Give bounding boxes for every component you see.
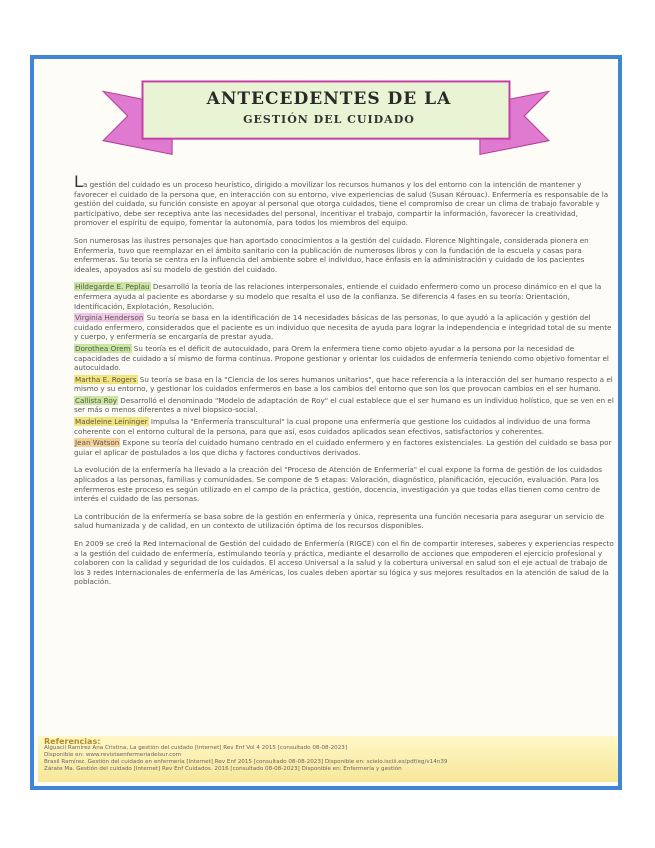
- intro-paragraph: La gestión del cuidado es un proceso heurístico, dirigido a movilizar los recursos humanos y los del entorno con la intención de mantener y favorecer el cuidado de la persona que, en interacción con su entorno, vive experiencias de salud (Susan Kérouac). Enfermería es responsable de la gestión del cuidado, su función consiste en apoyar al personal que otorga cuidados, tiene el compromiso de crear un clima de trabajo favorable y participativo, debe ser receptiva ante las necesidades del personal, incentivar el trabajo, compartir la información, favorecer la creatividad, promover el espíritu de equipo, fomentar la autonomía, para todos los miembros del equipo.: [74, 172, 609, 228]
- theorist-name: Martha E. Rogers: [75, 374, 137, 384]
- reference-item: Brasil Ramírez. Gestión del cuidado en enfermería [Internet] Rev Enf 2015 [consultado 08-08-2023] Disponible en: scielo.isciii.es/pdf/eg/v14n39: [44, 759, 448, 765]
- nightingale-paragraph: Son numerosas las ilustres personajes que han aportado conocimientos a la gestión del cuidado. Florence Nightingale, considerada pionera en Enfermería, tuvo que reemplazar en el ámbito sanitario con la publicación de numerosos libros y con la fundación de la escuela y casas para enfermeras. Su teoría se centra en la influencia del ambiente sobre el individuo, hace énfasis en la administración y cuidado de los pacientes ideales, apoyados así su modelo de gestión del cuidado.: [74, 235, 589, 274]
- theorist-name: Hildegarde E. Peplau: [75, 282, 150, 292]
- page-subtitle: GESTIÓN DEL CUIDADO: [243, 113, 415, 126]
- theorist-name: Callista Roy: [75, 395, 117, 405]
- contribution-paragraph: La contribución de la enfermería se basa sobre de la gestión en enfermería y única, representa una función necesaria para asegurar un servicio de salud humanizada y de calidad, en un contexto de utilización óptima de los recursos disponibles.: [74, 511, 605, 531]
- theorist-text: Desarrolló la teoría de las relaciones interpersonales, entiende el cuidado enfermero como un proceso dinámico en el que la enfermera ayuda al paciente es abordarse y su modelo que resalta el uso de la confianza. Se diferencia 4 fases en su teoría: Orientación, Identificación, Explotación, Resolución.: [74, 282, 602, 311]
- theorist-name: Dorothea Orem: [75, 343, 131, 353]
- theorist-text: Su teoría se basa en la "Ciencia de los seres humanos unitarios", que hace referencia a la interacción del ser humano respecto a el mismo y su entorno, y gestionar los cuidados enfermeros en base a los cambios del entorno que son los que provocan cambios en el ser humano.: [74, 374, 613, 394]
- theorist-item: [74, 344, 614, 373]
- pae-paragraph: La evolución de la enfermería ha llevado a la creación del "Proceso de Atención de Enfermería" el cual expone la forma de gestión de los cuidados aplicados a las personas, familias y comunidades. Se compone de 5 etapas: Valoración, diagnóstico, planificación, ejecución, evaluación. Para los enfermeros este proceso es según utilizado en el campo de la práctica, gestión, docencia, investigación ya que todas ellas tienen como centro de interés el cuidado de las personas.: [74, 465, 603, 504]
- reference-item: Disponible en: www.revistaenfermeriadelsur.com: [44, 752, 182, 758]
- rigce-paragraph: En 2009 se creó la Red Internacional de Gestión del cuidado de Enfermería (RIGCE) con el fin de compartir intereses, saberes y experiencias respecto a la gestión del cuidado de enfermería, estimulando teoría y práctica, mediante el desarrollo de acciones que empoderen el ejercicio profesional y colaboren con la calidad y seguridad de los cuidados. El acceso Universal a la salud y la cobertura universal en salud son el eje actual de trabajo de los 3 redes Internacionales de enfermería de las Américas, los cuales deben aportar su lógica y sus mejores resultados en la atención de salud de la población.: [74, 539, 614, 587]
- theorist-text: Su teoría se basa en la identificación de 14 necesidades básicas de las personas, lo que ayudó a la aplicación y gestión del cuidado enfermero, considerados que el paciente es un individuo que necesita de ayuda para lograr la independencia e integridad total de su mente y cuerpo, y enfermería se encargaría de prestar ayuda.: [74, 313, 612, 342]
- theorist-text: Expone su teoría del cuidado humano centrado en el cuidado enfermero y en factores existenciales. La gestión del cuidado se basa por guiar el aplicar de postulados a los que dicha y factores conductivos derivados.: [74, 438, 612, 457]
- reference-item: Alguacil Ramírez Ana Cristina, La gestión del cuidado [Internet] Rev Enf Vol 4 2015 [consultado 08-08-2023]: [44, 745, 348, 751]
- theorist-item: [74, 375, 614, 394]
- theorist-item: [74, 313, 614, 342]
- theorist-item: [74, 417, 614, 436]
- main-content: [74, 172, 614, 595]
- theorist-item: [74, 438, 614, 457]
- theorist-name: Virginia Henderson: [75, 313, 144, 323]
- theorist-item: [74, 282, 614, 311]
- reference-item: Zárate Ma. Gestión del cuidado [Internet] Rev Enf Cuidados. 2016 [consultado 08-08-2023] Disponible en: Enfermería y gestión: [44, 766, 402, 772]
- theorist-name: Jean Watson: [75, 438, 120, 448]
- theorist-text: Su teoría es el déficit de autocuidado, para Orem la enfermera tiene como objeto ayudar a la persona por la necesidad de capacidades de cuidado a sí mismo de forma continua. Propone gestionar y orientar los cuidados de enfermería teniendo como objetivo fomentar el autocuidado.: [74, 343, 609, 373]
- references-section: [38, 736, 618, 782]
- theorist-text: Impulsa la "Enfermería transcultural" la cual propone una enfermería que gestione los cuidados al individuo de una forma coherente con el entorno cultural de la persona, para que así, esos cuidados aplicados sean efectivos, satisfactorios y coherentes.: [74, 417, 591, 436]
- page-title: ANTECEDENTES DE LA: [206, 89, 452, 109]
- references-title: Referencias:: [44, 737, 101, 746]
- theorist-item: [74, 396, 614, 415]
- document-sheet: [30, 55, 622, 790]
- theorists-list: [74, 282, 614, 457]
- theorist-text: Desarrolló el denominado "Modelo de adaptación de Roy" el cual establece que el ser humano es un individuo holístico, que se ven en el ser más o menos diferentes a nivel biopsico-social.: [74, 395, 614, 415]
- theorist-name: Madeleine Leininger: [75, 417, 148, 427]
